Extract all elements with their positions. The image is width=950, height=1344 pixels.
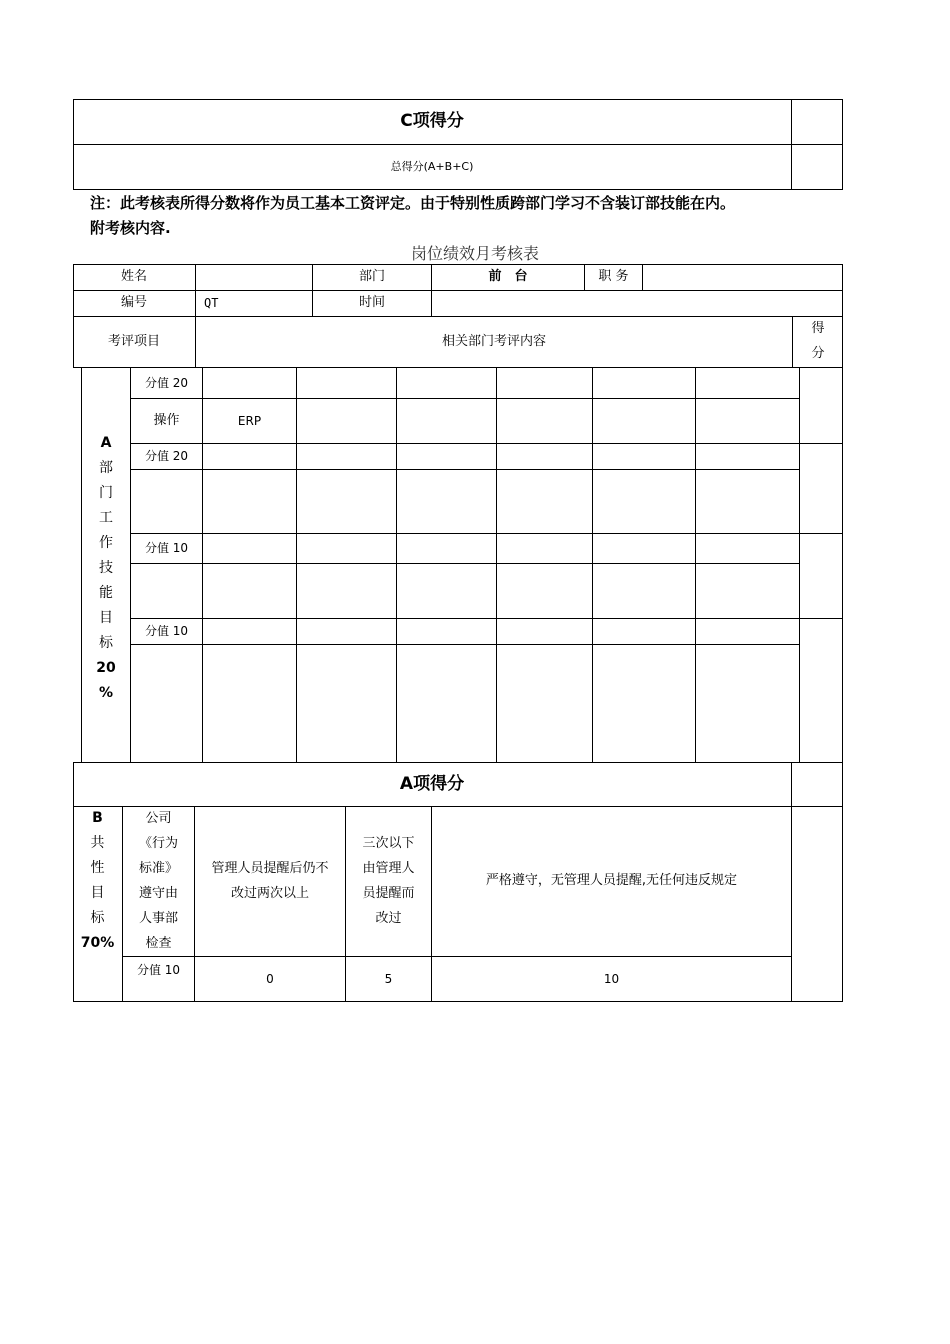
a-col-5 (592, 368, 593, 762)
b-level-mid-line-1: 三次以下 (362, 836, 415, 851)
a-label-char-3: 门 (99, 484, 113, 501)
dept-field[interactable]: 前 台 (488, 268, 528, 284)
a-score-10-label-1: 分值 10 (144, 541, 189, 556)
a-label-char-1: A (100, 434, 112, 451)
b-label-char-4: 目 (90, 885, 105, 901)
b-level-mid (346, 806, 431, 956)
a-row-line-7 (130, 644, 800, 645)
score-header-char-2: 分 (811, 346, 825, 361)
note-line-2: 附考核内容. (90, 219, 171, 237)
a-col-7 (799, 368, 800, 762)
a-label-char-2: 部 (99, 459, 113, 476)
b-item-line-4: 遵守由 (138, 886, 178, 901)
time-field[interactable] (432, 290, 843, 316)
score-header-char-1: 得 (811, 321, 825, 337)
a-score-10-label-2: 分值 10 (144, 624, 189, 639)
total-score-value[interactable] (792, 145, 843, 190)
a-label-char-5: 作 (99, 534, 113, 551)
a-score-20-label-1: 分值 20 (144, 375, 189, 390)
b-score-mid: 5 (384, 972, 393, 987)
b-label-char-3: 性 (90, 860, 105, 876)
total-score-label: 总得分(A+B+C) (390, 160, 474, 174)
position-label: 职 务 (598, 268, 629, 284)
a-label-char-6: 技 (99, 559, 113, 576)
a-row-line-3 (130, 469, 800, 470)
b-level-mid-line-3: 员提醒而 (362, 886, 415, 901)
b-level-mid-line-2: 由管理人 (362, 861, 415, 876)
time-label: 时间 (358, 294, 385, 310)
id-field[interactable]: QT (204, 295, 219, 310)
a-total-label: A项得分 (399, 773, 465, 794)
a-row-line-5 (130, 563, 800, 564)
a-col-3 (396, 368, 397, 762)
b-level-low (195, 806, 345, 956)
a-score-divider-2 (800, 533, 843, 534)
a-score-divider-3 (800, 618, 843, 619)
b-label-char-5: 标 (90, 910, 105, 926)
b-item-description (123, 806, 194, 956)
a-erp-cell: ERP (237, 413, 262, 428)
b-label-char-1: B (92, 810, 103, 826)
b-score-value[interactable] (792, 806, 843, 1002)
a-label-char-7: 能 (99, 584, 113, 601)
note-line-1: 注：此考核表所得分数将作为员工基本工资评定。由于特别性质跨部门学习不含装订部技能在内。 (90, 194, 736, 212)
b-item-line-2: 《行为 (138, 836, 178, 851)
item-header: 考评项目 (107, 333, 160, 349)
a-col-2 (296, 368, 297, 762)
c-score-label: C项得分 (400, 111, 464, 132)
section-b-label (73, 806, 122, 956)
section-a-label (82, 428, 130, 708)
a-label-char-8: 目 (99, 609, 113, 626)
b-level-mid-line-4: 改过 (375, 911, 402, 926)
b-item-line-6: 检查 (145, 936, 172, 951)
a-label-char-9: 标 (99, 634, 113, 651)
a-label-char-4: 工 (99, 509, 113, 526)
a-row-line-2 (130, 443, 800, 444)
a-right-border (842, 368, 843, 762)
name-label: 姓名 (120, 268, 147, 284)
a-row-line-4 (130, 533, 800, 534)
score-header (793, 316, 843, 368)
a-total-value[interactable] (792, 762, 843, 806)
b-score-high: 10 (603, 972, 620, 987)
b-label-char-2: 共 (90, 835, 105, 851)
a-score-divider-1 (800, 443, 843, 444)
id-label: 编号 (120, 294, 147, 310)
a-label-char-10: 20 (96, 659, 116, 676)
b-item-line-5: 人事部 (138, 911, 178, 926)
b-score-low: 0 (266, 972, 274, 987)
a-score-20-label-2: 分值 20 (144, 449, 189, 464)
b-level-high: 严格遵守，无管理人员提醒,无任何违反规定 (485, 872, 738, 888)
a-col-6 (695, 368, 696, 762)
form-title: 岗位绩效月考核表 (410, 244, 539, 263)
b-level-low-line-2: 改过两次以上 (230, 886, 309, 901)
a-col-4 (496, 368, 497, 762)
position-field[interactable] (643, 264, 843, 290)
b-item-line-3: 标准》 (138, 861, 178, 876)
c-score-value[interactable] (792, 99, 843, 144)
a-row-line-6 (130, 618, 800, 619)
a-label-char-11: % (98, 684, 114, 701)
b-level-low-line-1: 管理人员提醒后仍不 (211, 861, 329, 876)
b-item-line-1: 公司 (145, 811, 172, 826)
b-label-char-6: 70% (80, 935, 115, 951)
content-header: 相关部门考评内容 (441, 333, 546, 349)
b-score-label: 分值 10 (136, 962, 181, 977)
name-field[interactable] (196, 264, 312, 290)
a-operation-label: 操作 (153, 412, 180, 428)
dept-label: 部门 (358, 268, 385, 284)
